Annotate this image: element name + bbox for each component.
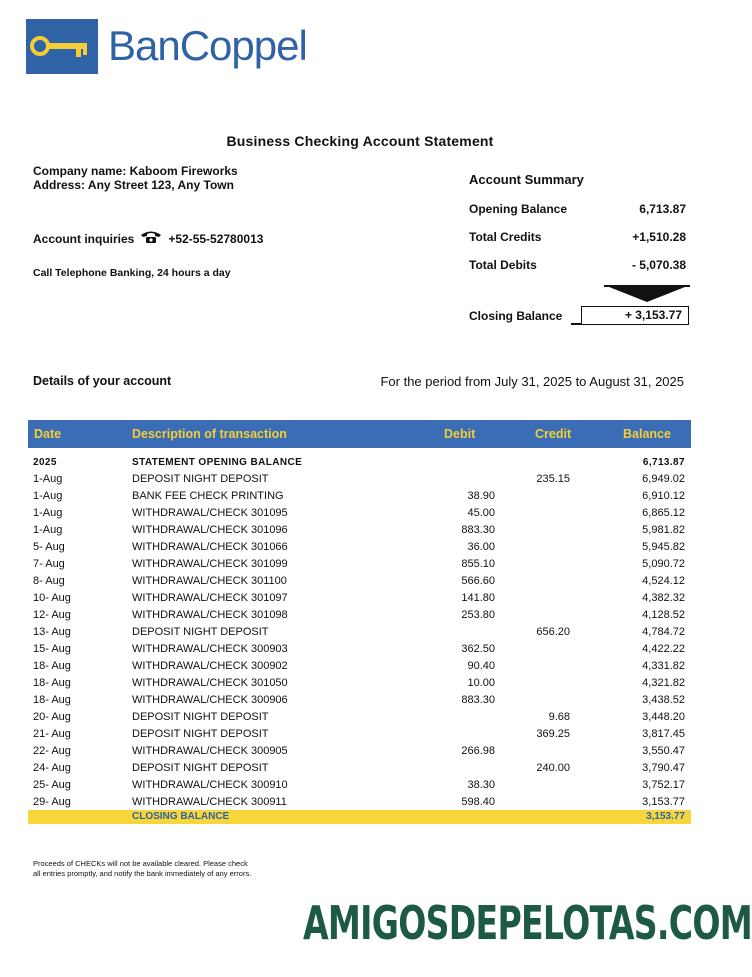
row-date: 29- Aug (33, 796, 71, 808)
row-description: WITHDRAWAL/CHECK 300910 (132, 779, 288, 791)
watermark: AMIGOSDEPELOTAS.COM (303, 896, 752, 950)
summary-value: +1,510.28 (632, 230, 686, 244)
row-credit: 369.25 (536, 728, 570, 740)
row-debit: 141.80 (461, 592, 495, 604)
row-description: DEPOSIT NIGHT DEPOSIT (132, 762, 269, 774)
row-date: 18- Aug (33, 677, 71, 689)
table-row (28, 454, 691, 471)
row-date: 1-Aug (33, 507, 63, 519)
row-balance: 6,713.87 (642, 457, 685, 468)
footer-note: Proceeds of CHECKs will not be available cleared. Please check all entries promptly, and notify the bank immediately of any errors. (33, 859, 252, 878)
row-date: 18- Aug (33, 660, 71, 672)
row-debit: 566.60 (461, 575, 495, 587)
header-credit: Credit (535, 427, 572, 441)
key-icon (26, 19, 98, 74)
table-row (28, 488, 691, 505)
row-balance: 4,321.82 (642, 677, 685, 689)
table-row (28, 692, 691, 709)
row-description: DEPOSIT NIGHT DEPOSIT (132, 626, 269, 638)
row-description: WITHDRAWAL/CHECK 300911 (132, 796, 287, 808)
table-row (28, 743, 691, 760)
row-description: WITHDRAWAL/CHECK 301095 (132, 507, 288, 519)
summary-label: Total Credits (469, 230, 542, 244)
row-debit: 10.00 (467, 677, 495, 689)
telephone-icon (140, 230, 162, 247)
company-address: Address: Any Street 123, Any Town (33, 178, 234, 192)
row-description: DEPOSIT NIGHT DEPOSIT (132, 728, 269, 740)
row-description: WITHDRAWAL/CHECK 300902 (132, 660, 288, 672)
summary-value: - 5,070.38 (631, 258, 686, 272)
account-summary-title: Account Summary (469, 172, 584, 187)
row-date: 1-Aug (33, 490, 63, 502)
row-debit: 883.30 (461, 694, 495, 706)
table-row (28, 726, 691, 743)
row-description: WITHDRAWAL/CHECK 301097 (132, 592, 288, 604)
summary-label: Opening Balance (469, 202, 568, 216)
table-row (28, 607, 691, 624)
row-balance: 3,790.47 (642, 762, 685, 774)
row-date: 15- Aug (33, 643, 71, 655)
row-balance: 4,524.12 (642, 575, 685, 587)
row-debit: 855.10 (461, 558, 495, 570)
table-row (28, 590, 691, 607)
row-date: 21- Aug (33, 728, 71, 740)
row-balance: 3,817.45 (642, 728, 685, 740)
header-description: Description of transaction (132, 427, 287, 441)
row-date: 24- Aug (33, 762, 71, 774)
table-row (28, 641, 691, 658)
table-row (28, 777, 691, 794)
row-description: BANK FEE CHECK PRINTING (132, 490, 284, 502)
row-debit: 90.40 (467, 660, 495, 672)
company-name: Company name: Kaboom Fireworks (33, 164, 238, 178)
row-debit: 38.90 (467, 490, 495, 502)
row-date: 8- Aug (33, 575, 65, 587)
row-balance: 5,090.72 (642, 558, 685, 570)
table-row (28, 624, 691, 641)
logo-key-box (26, 19, 98, 74)
summary-row-opening (469, 202, 686, 216)
table-row (28, 539, 691, 556)
row-description: WITHDRAWAL/CHECK 301066 (132, 541, 288, 553)
row-date: 7- Aug (33, 558, 65, 570)
row-date: 12- Aug (33, 609, 71, 621)
table-row (28, 573, 691, 590)
table-row (28, 658, 691, 675)
table-row (28, 471, 691, 488)
row-date: 1-Aug (33, 473, 63, 485)
row-balance: 4,331.82 (642, 660, 685, 672)
row-debit: 883.30 (461, 524, 495, 536)
details-heading: Details of your account (33, 374, 172, 388)
header-debit: Debit (444, 427, 476, 441)
closing-row-balance: 3,153.77 (646, 811, 685, 822)
row-debit: 362.50 (461, 643, 495, 655)
row-balance: 6,949.02 (642, 473, 685, 485)
row-debit: 266.98 (461, 745, 495, 757)
summary-value: 6,713.87 (639, 202, 686, 216)
inquiries-label: Account inquiries (33, 231, 135, 246)
statement-title: Business Checking Account Statement (226, 133, 494, 149)
row-description: WITHDRAWAL/CHECK 301096 (132, 524, 288, 536)
account-inquiries (33, 230, 263, 247)
statement-period: For the period from July 31, 2025 to August 31, 2025 (380, 374, 684, 389)
row-balance: 6,865.12 (642, 507, 685, 519)
down-arrow-icon (604, 285, 690, 302)
row-debit: 36.00 (467, 541, 495, 553)
transactions-table-header (28, 420, 691, 448)
closing-balance-value: + 3,153.77 (581, 306, 689, 325)
table-row (28, 556, 691, 573)
row-balance: 5,945.82 (642, 541, 685, 553)
row-date: 1-Aug (33, 524, 63, 536)
row-balance: 3,153.77 (642, 796, 685, 808)
header-balance: Balance (623, 427, 671, 441)
row-credit: 240.00 (536, 762, 570, 774)
row-balance: 4,422.22 (642, 643, 685, 655)
row-description: WITHDRAWAL/CHECK 301099 (132, 558, 288, 570)
row-date: 2025 (33, 457, 57, 468)
table-row (28, 794, 691, 811)
telephone-banking-note: Call Telephone Banking, 24 hours a day (33, 267, 231, 279)
table-row (28, 709, 691, 726)
transactions-table-body (28, 454, 691, 811)
closing-row-label: CLOSING BALANCE (132, 811, 230, 822)
summary-label: Total Debits (469, 258, 537, 272)
company-info (33, 164, 238, 192)
row-description: WITHDRAWAL/CHECK 301098 (132, 609, 288, 621)
row-credit: 656.20 (536, 626, 570, 638)
row-debit: 598.40 (461, 796, 495, 808)
closing-balance-label: Closing Balance (469, 309, 563, 323)
table-row (28, 522, 691, 539)
row-credit: 235.15 (536, 473, 570, 485)
row-description: STATEMENT OPENING BALANCE (132, 457, 303, 468)
row-balance: 6,910.12 (642, 490, 685, 502)
row-balance: 4,382.32 (642, 592, 685, 604)
row-date: 25- Aug (33, 779, 71, 791)
row-date: 20- Aug (33, 711, 71, 723)
row-date: 18- Aug (33, 694, 71, 706)
row-description: WITHDRAWAL/CHECK 300905 (132, 745, 288, 757)
table-row (28, 760, 691, 777)
summary-row-credits (469, 230, 686, 244)
row-balance: 3,550.47 (642, 745, 685, 757)
logo-wordmark: BanCoppel (108, 22, 307, 69)
row-balance: 3,752.17 (642, 779, 685, 791)
row-date: 22- Aug (33, 745, 71, 757)
row-description: WITHDRAWAL/CHECK 301050 (132, 677, 288, 689)
row-credit: 9.68 (548, 711, 570, 723)
row-date: 10- Aug (33, 592, 71, 604)
row-debit: 253.80 (461, 609, 495, 621)
table-row (28, 505, 691, 522)
row-balance: 5,981.82 (642, 524, 685, 536)
row-description: WITHDRAWAL/CHECK 300903 (132, 643, 288, 655)
row-description: WITHDRAWAL/CHECK 301100 (132, 575, 287, 587)
header-date: Date (34, 427, 62, 441)
summary-row-debits (469, 258, 686, 272)
row-balance: 4,784.72 (642, 626, 685, 638)
closing-balance-row (28, 810, 691, 824)
row-description: DEPOSIT NIGHT DEPOSIT (132, 711, 269, 723)
row-balance: 3,438.52 (642, 694, 685, 706)
phone-number: +52-55-52780013 (168, 231, 264, 246)
row-debit: 38.30 (467, 779, 495, 791)
row-description: WITHDRAWAL/CHECK 300906 (132, 694, 288, 706)
row-balance: 3,448.20 (642, 711, 685, 723)
row-balance: 4,128.52 (642, 609, 685, 621)
row-description: DEPOSIT NIGHT DEPOSIT (132, 473, 269, 485)
row-debit: 45.00 (467, 507, 495, 519)
row-date: 13- Aug (33, 626, 71, 638)
row-date: 5- Aug (33, 541, 65, 553)
table-row (28, 675, 691, 692)
closing-connector (571, 323, 581, 325)
